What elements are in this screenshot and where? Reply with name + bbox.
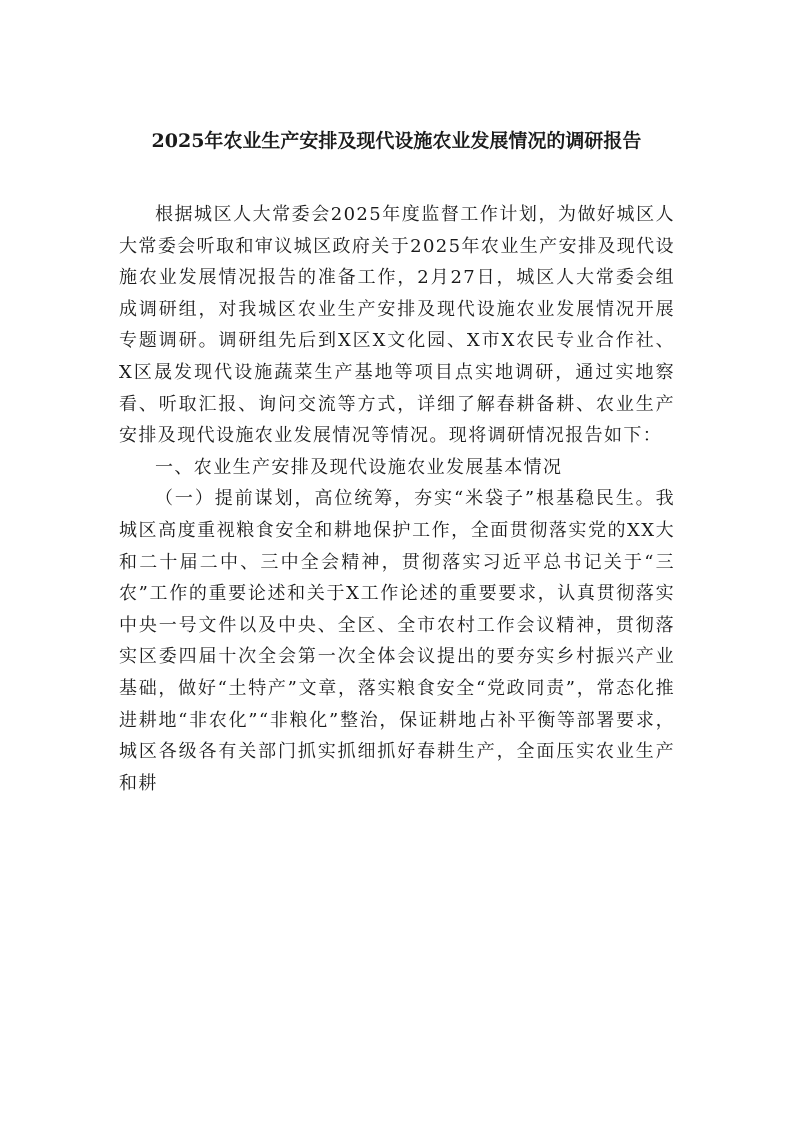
paragraph-subsection-1: （一）提前谋划，高位统筹，夯实“米袋子”根基稳民生。我城区高度重视粮食安全和耕地保护工作，全面贯彻落实党的XX大和二十届二中、三中全会精神，贯彻落实习近平总书记关于“三农”工作的重要论述和关于X工作论述的重要要求，认真贯彻落实中央一号文件以及中央、全区、全市农村工作会议精神，贯彻落实区委四届十次全会第一次全体会议提出的要夯实乡村振兴产业基础，做好“土特产”文章，落实粮食安全“党政同责”，常态化推进耕地“非农化”“非粮化”整治，保证耕地占补平衡等部署要求，城区各级各有关部门抓实抓细抓好春耕生产，全面压实农业生产和耕 bbox=[119, 488, 675, 794]
section-heading-1: 一、农业生产安排及现代设施农业发展基本情况 bbox=[155, 456, 563, 478]
document-body bbox=[119, 199, 675, 799]
paragraph-intro: 根据城区人大常委会2025年度监督工作计划，为做好城区人大常委会听取和审议城区政府关于2025年农业生产安排及现代设施农业发展情况报告的准备工作，2月27日，城区人大常委会组成调研组，对我城区农业生产安排及现代设施农业发展情况开展专题调研。调研组先后到X区X文化园、X市X农民专业合作社、X区晟发现代设施蔬菜生产基地等项目点实地调研，通过实地察看、听取汇报、询问交流等方式，详细了解春耕备耕、农业生产安排及现代设施农业发展情况等情况。现将调研情况报告如下： bbox=[119, 204, 675, 447]
document-title: 2025年农业生产安排及现代设施农业发展情况的调研报告 bbox=[151, 130, 642, 152]
